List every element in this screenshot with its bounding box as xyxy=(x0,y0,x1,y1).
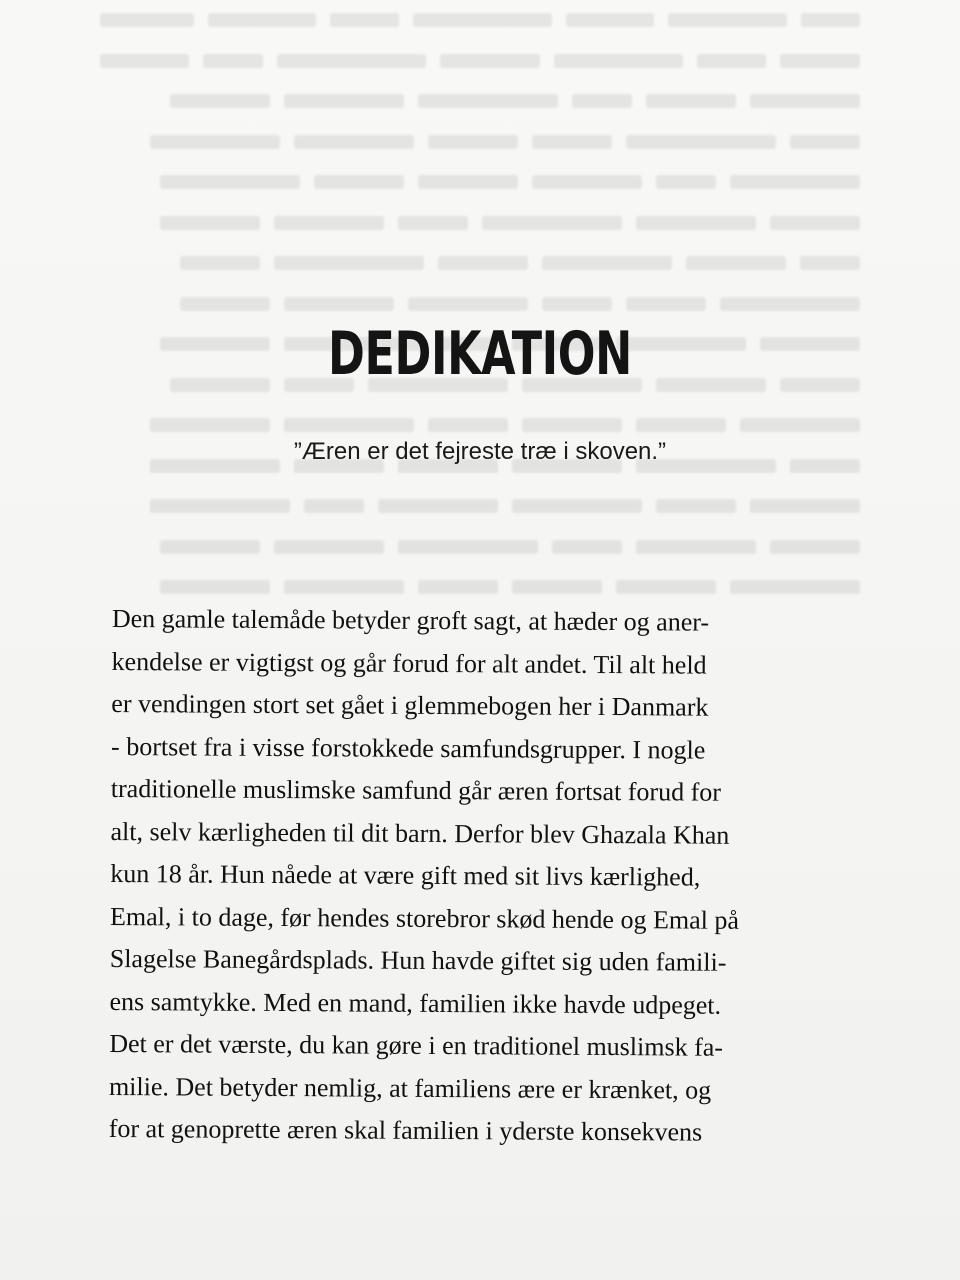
body-line: kun 18 år. Hun nåede at være gift med sit livs kærlighed, xyxy=(110,858,701,892)
body-line: milie. Det betyder nemlig, at familiens ære er krænket, og xyxy=(108,1071,712,1105)
body-line: Det er det værste, du kan gøre i en traditionel muslimsk fa- xyxy=(109,1028,724,1062)
body-paragraph xyxy=(109,598,902,1155)
body-line: ens samtykke. Med en mand, familien ikke havde udpeget. xyxy=(109,986,722,1020)
body-line: er vendingen stort set gået i glemmebogen her i Danmark xyxy=(111,688,709,722)
body-line: Slagelse Banegårdsplads. Hun havde giftet sig uden famili- xyxy=(109,943,727,977)
body-line: Emal, i to dage, før hendes storebror skød hende og Emal på xyxy=(109,901,740,935)
body-line: for at genoprette æren skal familien i yderste konsekvens xyxy=(108,1113,703,1147)
body-line: alt, selv kærligheden til dit barn. Derfor blev Ghazala Khan xyxy=(110,816,730,850)
body-line: - bortset fra i visse forstokkede samfundsgrupper. I nogle xyxy=(111,731,706,765)
body-line: kendelse er vigtigst og går forud for alt andet. Til alt held xyxy=(111,646,707,680)
page-heading: DEDIKATION xyxy=(328,319,632,389)
bleed-through-texture xyxy=(100,0,860,620)
body-line: traditionelle muslimske samfund går æren fortsat forud for xyxy=(110,773,722,807)
epigraph-quote: ”Æren er det fejreste træ i skoven.” xyxy=(293,438,667,465)
body-line: Den gamle talemåde betyder groft sagt, at hæder og aner- xyxy=(111,603,710,637)
